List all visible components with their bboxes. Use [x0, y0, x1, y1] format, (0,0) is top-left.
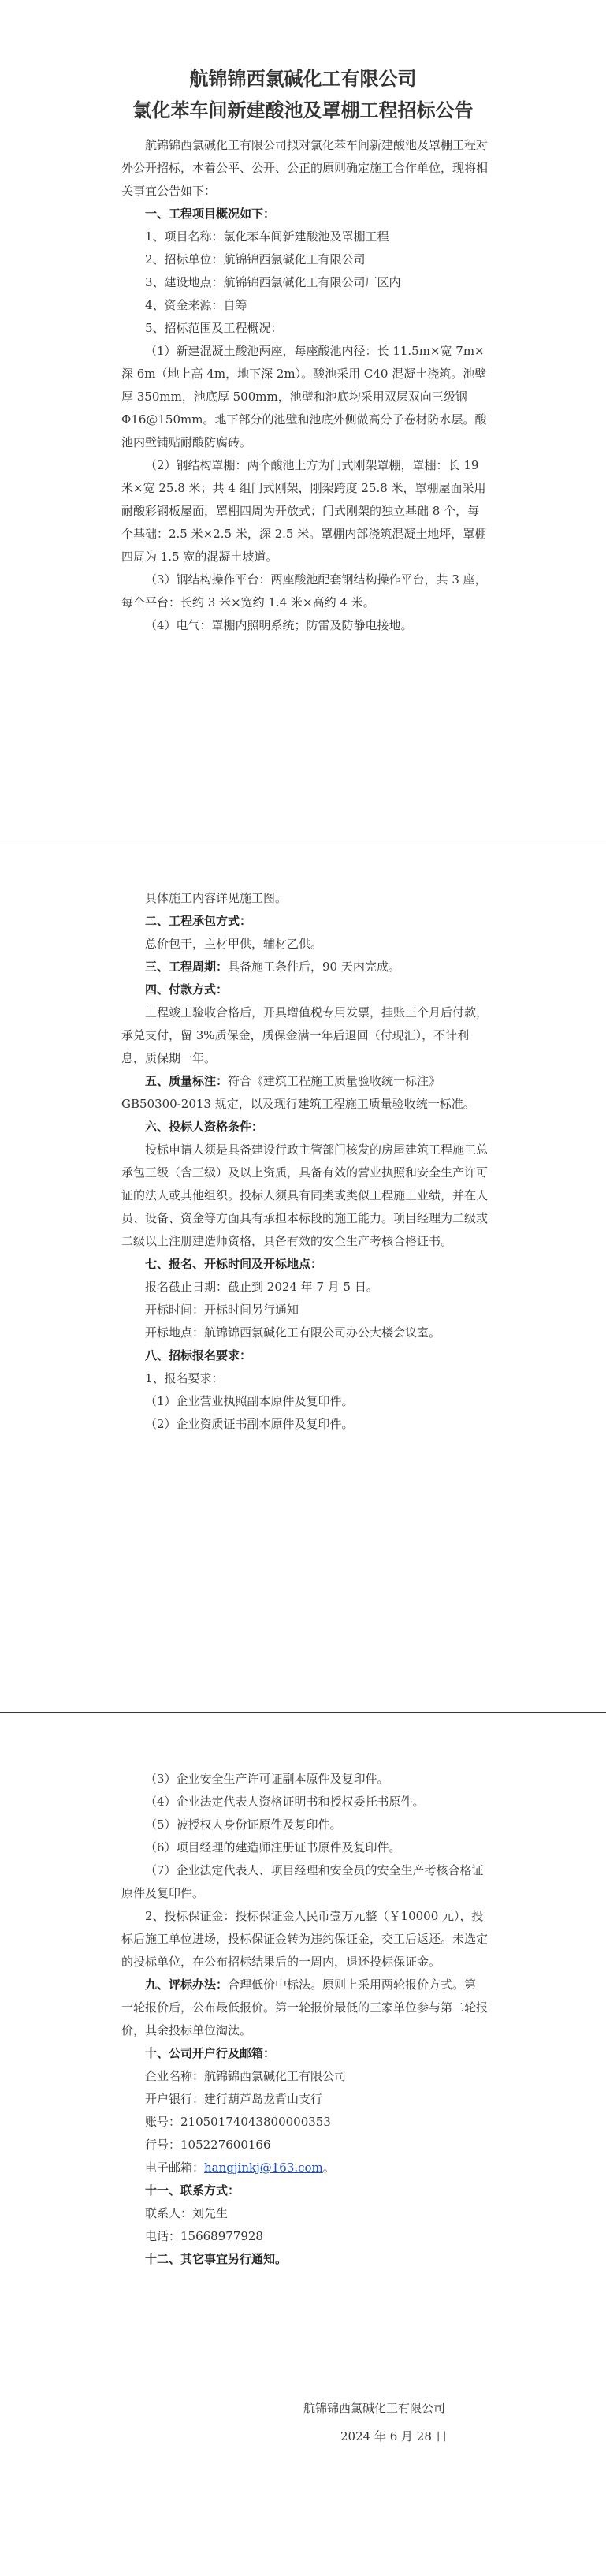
section-4-heading: 四、付款方式：: [145, 982, 229, 997]
document-title-company: 航锦锦西氯碱化工有限公司: [189, 67, 417, 90]
document-title-project: 氯化苯车间新建酸池及罩棚工程招标公告: [132, 99, 474, 121]
requirement-item-3: （3）企业安全生产许可证副本原件及复印件。: [145, 1772, 389, 1786]
section-5-heading: 五、质量标注：: [145, 1074, 229, 1088]
scope-heading: 5、招标范围及工程概况：: [145, 321, 283, 335]
section-6-text: 投标申请人须是具备建设行政主管部门核发的房屋建筑工程施工总承包三级（含三级）及以上资质，具备有效的营业执照和安全生产许可证的法人或其他组织。投标人须具有同类或类似工程施工业绩，并在人员、设备、资金等方面具有承担本标段的施工能力。项目经理为二级或二级以上注册建造师资格，具备有效的安全生产考核合格证书。: [121, 1143, 489, 1248]
requirement-item-7: （7）企业法定代表人、项目经理和安全员的安全生产考核合格证原件及复印件。: [121, 1863, 484, 1900]
requirement-item-6: （6）项目经理的建造师注册证书原件及复印件。: [145, 1840, 401, 1855]
page-2-body: [0, 844, 606, 1436]
account-number: 账号：21050174043800000353: [145, 2115, 331, 2129]
section-1-heading: 一、工程项目概况如下：: [145, 207, 276, 221]
email-label: 电子邮箱：: [145, 2160, 205, 2175]
scope-item-steel-canopy: （2）钢结构罩棚：两个酸池上方为门式刚架罩棚，罩棚：长 19 米×宽 25.8 米；共 4 组门式刚架，刚架跨度 25.8 米，罩棚屋面采用耐酸彩钢板屋面，罩棚四周为开放式；门式刚架的独立基础 8 个，每个基础：2.5 米×2.5 米，深 2.5 米。罩棚内部浇筑混凝土地坪，罩棚四周为 1.5 宽的混凝土坡道。: [121, 458, 487, 564]
section-5: [121, 1070, 488, 1116]
scope-item-electrical: （4）电气：罩棚内照明系统；防雷及防静电接地。: [145, 618, 413, 632]
requirement-item-2: （2）企业资质证书副本原件及复印件。: [145, 1417, 354, 1431]
company-name: 企业名称：航锦锦西氯碱化工有限公司: [145, 2069, 347, 2083]
project-name: 1、项目名称：氯化苯车间新建酸池及罩棚工程: [145, 229, 389, 244]
tender-unit: 2、招标单位：航锦锦西氯碱化工有限公司: [145, 252, 366, 267]
opening-location: 开标地点：航锦锦西氯碱化工有限公司办公大楼会议室。: [145, 1325, 441, 1340]
requirement-item-1: （1）企业营业执照副本原件及复印件。: [145, 1394, 354, 1408]
section-3: [121, 956, 488, 979]
opening-time: 开标时间：开标时间另行通知: [145, 1303, 299, 1317]
email-link[interactable]: hangjinkj@163.com: [204, 2160, 323, 2175]
page-3-body: [0, 1713, 606, 2271]
intro-paragraph: 航锦锦西氯碱化工有限公司拟对氯化苯车间新建酸池及罩棚工程对外公开招标，本着公平、公开、公正的原则确定施工合作单位，现将相关事宜公告如下：: [121, 138, 489, 198]
section-12-heading: 十二、其它事宜另行通知。: [145, 2252, 288, 2266]
bank-name: 开户银行：建行葫芦岛龙背山支行: [145, 2092, 323, 2106]
email-tail: 。: [322, 2160, 335, 2175]
section-3-heading: 三、工程周期：: [145, 960, 229, 974]
bank-code: 行号：105227600166: [145, 2138, 271, 2152]
section-11-heading: 十一、联系方式：: [145, 2183, 240, 2198]
section-5-text: 符合《建筑工程施工质量验收统一标注》GB50300-2013 规定，以及现行建筑工程施工质量验收统一标准。: [121, 1074, 475, 1111]
scope-item-acid-pools: （1）新建混凝土酸池两座，每座酸池内径：长 11.5m×宽 7m×深 6m（地上高 4m，地下深 2m）。酸池采用 C40 混凝土浇筑。池壁厚 350mm，池底厚 500mm，池壁和池底均采用双层双向三级钢Φ16@150mm。地下部分的池壁和池底外侧做高分子卷材防水层。酸池内壁铺贴耐酸防腐砖。: [121, 344, 487, 449]
signature-company: 航锦锦西氯碱化工有限公司: [303, 2401, 446, 2415]
registration-deadline: 报名截止日期：截止到 2024 年 7 月 5 日。: [145, 1280, 378, 1294]
contact-person: 联系人：刘先生: [145, 2206, 229, 2220]
section-7-heading: 七、报名、开标时间及开标地点：: [145, 1257, 323, 1271]
section-8-heading: 八、招标报名要求：: [145, 1348, 252, 1363]
section-3-text: 具备施工条件后，90 天内完成。: [228, 960, 400, 974]
section-2-heading: 二、工程承包方式：: [145, 914, 252, 928]
bid-deposit: 2、投标保证金：投标保证金人民币壹万元整（￥10000 元），投标后施工单位进场，投标保证金转为违约保证金，交工后返还。未选定的投标单位，在公布招标结果后的一周内，退还投标保证金。: [121, 1909, 489, 1969]
scope-item-platform: （3）钢结构操作平台：两座酸池配套钢结构操作平台，共 3 座，每个平台：长约 3 米×宽约 1.4 米×高约 4 米。: [121, 572, 487, 610]
email-line: [121, 2157, 488, 2179]
section-4-text: 工程竣工验收合格后，开具增值税专用发票，挂账三个月后付款，承兑支付，留 3%质保金，质保金满一年后退回（付现汇），不计利息，质保期一年。: [121, 1005, 489, 1065]
page-1-body: [0, 126, 606, 637]
section-9: [121, 1974, 488, 2042]
document-page-3: [0, 1712, 606, 2576]
construction-site: 3、建设地点：航锦锦西氯碱化工有限公司厂区内: [145, 275, 401, 289]
requirement-item-5: （5）被授权人身份证原件及复印件。: [145, 1817, 342, 1832]
section-9-text: 合理低价中标法。原则上采用两轮报价方式。第一轮报价后，公布最低报价。第一轮报价最低的三家单位参与第二轮报价，其余投标单位淘汰。: [121, 1978, 489, 2037]
drawings-note: 具体施工内容详见施工图。: [145, 891, 288, 905]
section-9-heading: 九、评标办法：: [145, 1978, 229, 1992]
document-page-1: [0, 0, 606, 844]
section-2-text: 总价包干，主材甲供，辅材乙供。: [145, 937, 323, 951]
funding-source: 4、资金来源：自筹: [145, 298, 247, 312]
section-10-heading: 十、公司开户行及邮箱：: [145, 2046, 276, 2060]
requirement-item-4: （4）企业法定代表人资格证明书和授权委托书原件。: [145, 1795, 425, 1809]
section-6-heading: 六、投标人资格条件：: [145, 1120, 264, 1134]
contact-phone: 电话：15668977928: [145, 2229, 263, 2243]
document-page-2: [0, 844, 606, 1713]
signature-date: 2024 年 6 月 28 日: [340, 2429, 448, 2444]
registration-requirements-heading: 1、报名要求：: [145, 1371, 224, 1385]
